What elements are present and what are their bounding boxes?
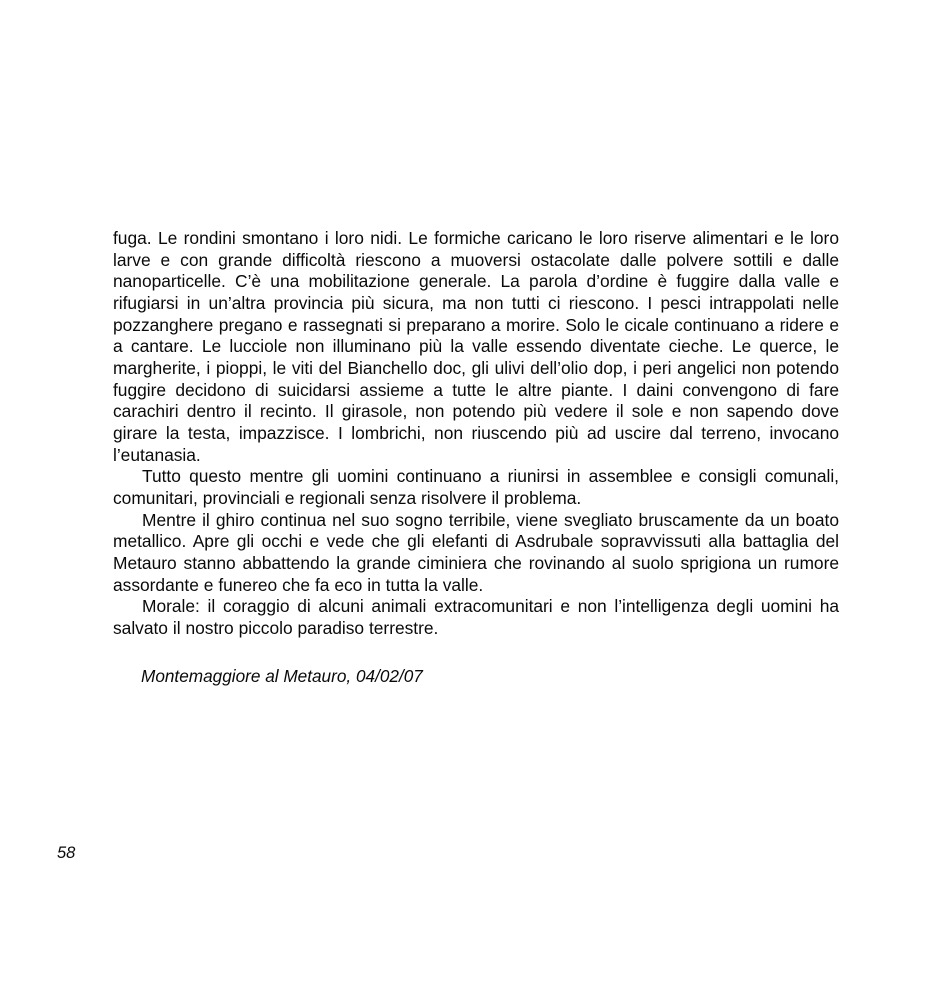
- paragraph: fuga. Le rondini smontano i loro nidi. Le formiche caricano le loro riserve alimentari e le loro larve e con grande difficoltà riescono a muoversi ostacolate dalle polvere sottili e dalle nanoparticelle. C’è una mobilitazione generale. La parola d’ordine è fuggire dalla valle e rifugiarsi in un’altra provincia più sicura, ma non tutti ci riescono. I pesci intrappolati nelle pozzanghere pregano e rassegnati si preparano a morire. Solo le cicale continuano a ridere e a cantare. Le lucciole non illuminano più la valle essendo diventate cieche. Le querce, le margherite, i pioppi, le viti del Bianchello doc, gli ulivi dell’olio dop, i peri angelici non potendo fuggire decidono di suicidarsi assieme a tutte le altre piante. I daini convengono di fare carachiri dentro il recinto. Il girasole, non potendo più vedere il sole e non sapendo dove girare la testa, impazzisce. I lombrichi, non riuscendo più ad uscire dal terreno, invocano l’eutanasia.: [113, 228, 839, 465]
- body-text-column: [113, 228, 839, 639]
- page-number: 58: [57, 844, 76, 862]
- paragraph: Tutto questo mentre gli uomini continuano a riunirsi in assemblee e consigli comunali, comunitari, provinciali e regionali senza risolvere il problema.: [113, 466, 839, 508]
- paragraph: Mentre il ghiro continua nel suo sogno terribile, viene svegliato bruscamente da un boato metallico. Apre gli occhi e vede che gli elefanti di Asdrubale sopravvissuti alla battaglia del Metauro stanno abbattendo la grande ciminiera che rovinando al suolo sprigiona un rumore assordante e funereo che fa eco in tutta la valle.: [113, 509, 839, 595]
- place-and-date-signature: Montemaggiore al Metauro, 04/02/07: [141, 666, 423, 686]
- paragraph: Morale: il coraggio di alcuni animali extracomunitari e non l’intelligenza degli uomini ha salvato il nostro piccolo paradiso terrestre.: [113, 596, 839, 638]
